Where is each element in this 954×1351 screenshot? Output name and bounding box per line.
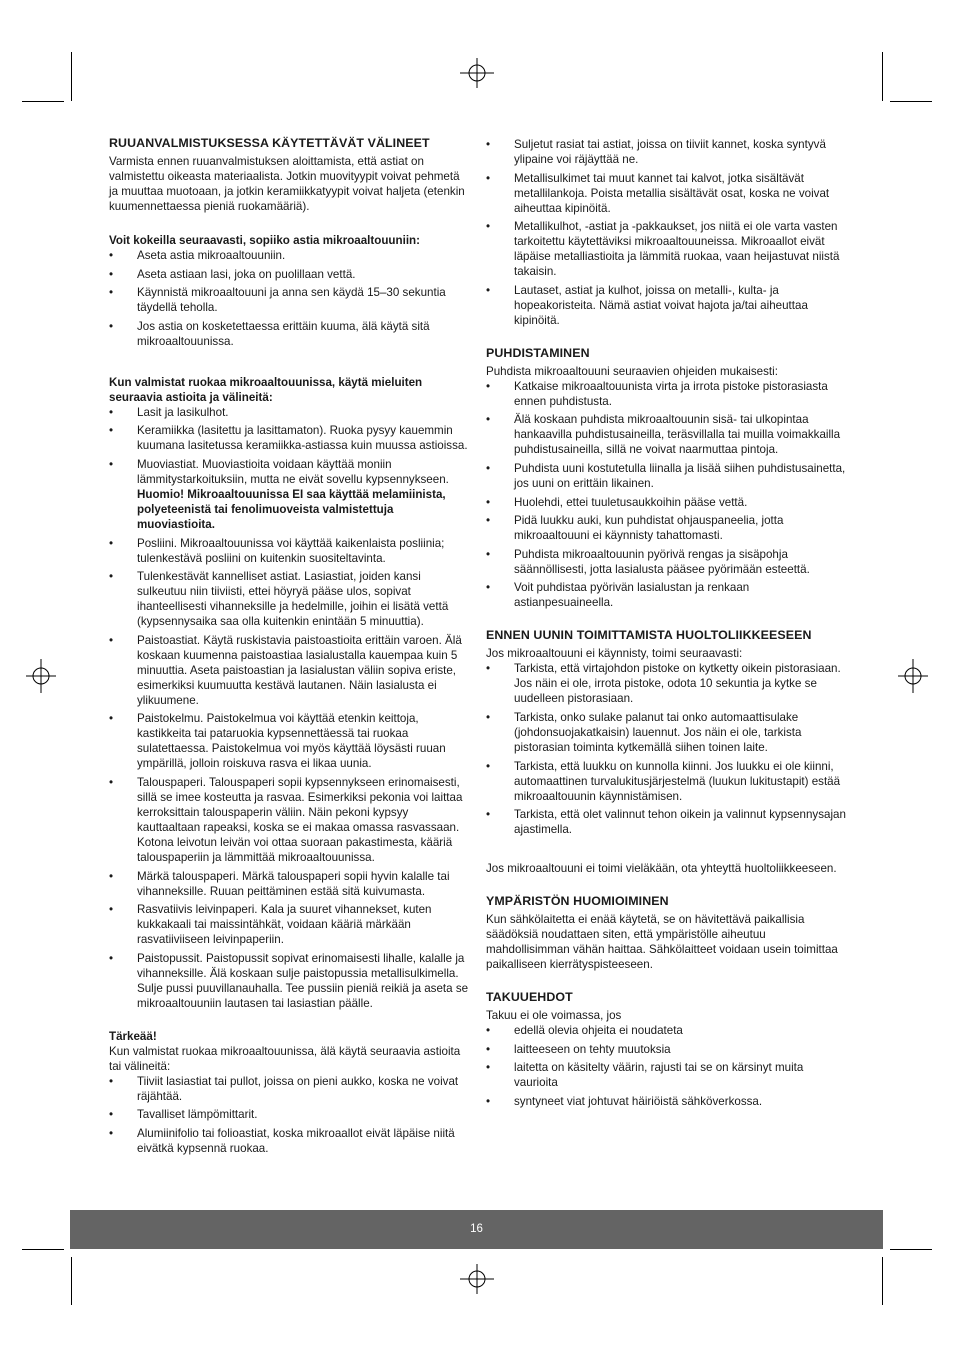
list-item: • Älä koskaan puhdista mikroaaltouunin sisä- tai ulkopintaa hankaavilla puhdistusaineilla, teräsvillalla tai muilla voimakkailla puhdistusaineilla, sillä ne voivat naarmuttaa pintoja. (486, 412, 848, 457)
cleaning-intro: Puhdista mikroaaltouuni seuraavien ohjeiden mukaisesti: (486, 364, 778, 378)
warranty-intro: Takuu ei ole voimassa, jos (486, 1009, 622, 1023)
list-item: • Lautaset, astiat ja kulhot, joissa on metalli-, kulta- ja hopeakoristeita. Nämä astiat voivat hajota ja/tai aiheuttaa kipinöitä. (486, 283, 848, 328)
section-heading-environment: YMPÄRISTÖN HUOMIOIMINEN (486, 894, 669, 909)
list-item (109, 457, 471, 532)
list-item: • Puhdista mikroaaltouunin pyörivä rengas ja sisäpohja säännöllisesti, jotta lasialusta pääsee pyörimään esteettä. (486, 547, 848, 577)
registration-mark-icon (24, 659, 58, 693)
list-item: • Talouspaperi. Talouspaperi sopii kypsennykseen erinomaisesti, sillä se imee kosteutta ja rasvaa. Esimerkiksi pekonia voi laittaa kerroksittain talouspaperin väliin. Näin pekoni kypsyy kauttaaltaan rapeaksi, koska se ei makaa omassa rasvassaan. Kotona leivotun leivän voi ottaa suoraan pakastimesta, kääriä talouspaperiin ja lämmittää mikroaaltouunissa. (109, 775, 471, 865)
list-item: • syntyneet viat johtuvat häiriöistä sähköverkossa. (486, 1094, 848, 1109)
crop-mark (882, 52, 883, 101)
crop-mark (890, 1249, 932, 1250)
list-item: • laitteeseen on tehty muutoksia (486, 1042, 848, 1057)
list-item: • Keramiikka (lasitettu ja lasittamaton). Ruoka pysyy kauemmin kuumana lasitetussa keramiikka-astiassa kuin muussa astioissa. (109, 423, 471, 453)
important-heading: Tärkeää! (109, 1029, 157, 1043)
section-heading-cleaning: PUHDISTAMINEN (486, 345, 590, 360)
test-list (109, 248, 471, 349)
list-item: • Tavalliset lämpömittarit. (109, 1107, 471, 1122)
crop-mark (71, 1257, 72, 1305)
right-column (486, 137, 848, 1113)
service-intro: Jos mikroaaltouuni ei käynnisty, toimi seuraavasti: (486, 647, 743, 661)
crop-mark (882, 1257, 883, 1305)
test-heading: Voit kokeilla seuraavasti, sopiiko astia mikroaaltouuniin: (109, 234, 420, 247)
list-item: • Tarkista, onko sulake palanut tai onko automaattisulake (johdonsuojakatkaisin) lauennut. Jos näin ei ole, tarkista pistorasian toiminta kytkemällä siihen toinen laite. (486, 710, 848, 755)
environment-text: Kun sähkölaitetta ei enää käytetä, se on hävitettävä paikallisia säädöksiä noudattaen siten, että ympäristölle aiheutuu mahdollisimman vähän haittaa. Sähkölaitteet voidaan usein toimittaa paikalliseen kierrätyspisteeseen. (486, 913, 838, 972)
section-heading-warranty: TAKUUEHDOT (486, 990, 573, 1005)
crop-mark (71, 52, 72, 101)
list-item: • Rasvatiivis leivinpaperi. Kala ja suuret vihannekset, kuten kukkakaali tai maissintähkät, voidaan kääriä märkään rasvatiiviiseen leivinpaperiin. (109, 902, 471, 947)
list-item: • Metallisulkimet tai muut kannet tai kalvot, jotka sisältävät metallilankoja. Poista metallia sisältävät osat, koska ne voivat aiheuttaa kipinöitä. (486, 171, 848, 216)
crop-mark (22, 1249, 64, 1250)
list-item: • Tarkista, että luukku on kunnolla kiinni. Jos luukku ei ole kiinni, automaattinen turvalukitusjärjestelmä (luukun lukitustapit) estää mikroaaltouunin käynnistämisen. (486, 759, 848, 804)
use-heading: Kun valmistat ruokaa mikroaaltouunissa, käytä mieluiten seuraavia astioita ja välineitä: (109, 375, 423, 404)
list-item: • Katkaise mikroaaltouunista virta ja irrota pistoke pistorasiasta ennen puhdistusta. (486, 379, 848, 409)
list-item: • Voit puhdistaa pyörivän lasialustan ja renkaan astianpesuaineella. (486, 580, 848, 610)
important-intro: Kun valmistat ruokaa mikroaaltouunissa, älä käytä seuraavia astioita tai välineitä: (109, 1044, 461, 1073)
list-item: • Posliini. Mikroaaltouunissa voi käyttää kaikenlaista posliinia; tulenkestävä posliini on kuitenkin suositeltavinta. (109, 536, 471, 566)
important-list (109, 1074, 471, 1156)
list-item: • Aseta astiaan lasi, joka on puolillaan vettä. (109, 267, 471, 282)
crop-mark (890, 101, 932, 102)
list-item: • Suljetut rasiat tai astiat, joissa on tiiviit kannet, koska syntyvä ylipaine voi räjäyttää ne. (486, 137, 848, 167)
list-item: • Pidä luukku auki, kun puhdistat ohjauspaneelia, jotta mikroaaltouuni ei käynnisty tahattomasti. (486, 513, 848, 543)
registration-mark-icon (460, 56, 494, 90)
intro-paragraph: Varmista ennen ruuanvalmistuksen aloittamista, että astiat on valmistettu oikeasta materiaalista. Jotkin muovityypit voivat pehmetä ja muuttaa muotoaan, ja jotkin keramiikkatyypit voivat haljeta (etenkin kuumennettaessa pieniä ruokamääriä). (109, 155, 465, 213)
service-list (486, 661, 848, 837)
list-item: • Metallikulhot, -astiat ja -pakkaukset, jos niitä ei ole varta vasten tarkoitettu käytettäviksi mikroaaltouuneissa. Mikroaallot eivät läpäise metalliastioita ja lämmitä ruokaa, vaan heijastuvat niistä takaisin. (486, 219, 848, 279)
warranty-list (486, 1023, 848, 1109)
list-item: • Tarkista, että virtajohdon pistoke on kytketty oikein pistorasiaan. Jos näin ei ole, irrota pistoke, odota 10 sekuntia ja kytke se uudelleen pistorasiaan. (486, 661, 848, 706)
list-item-text: Muoviastiat. Muoviastioita voidaan käyttää moniin lämmitystarkoituksiin, mutta ne eivät sovellu kypsennykseen. (137, 457, 449, 486)
list-item: • Huolehdi, ettei tuuletusaukkoihin pääse vettä. (486, 495, 848, 510)
list-item: • Paistopussit. Paistopussit sopivat erinomaisesti lihalle, kalalle ja vihanneksille. Älä koskaan sulje paistopussia metallisulkimella. Sulje pussi puuvillanauhalla. Tee pussiin pieniä reikiä ja aseta se mikroaaltouuniin lautasen tai lasiastian päälle. (109, 951, 471, 1011)
cleaning-list (486, 379, 848, 611)
footer-bar (70, 1210, 883, 1249)
important-list-continued (486, 137, 848, 328)
section-heading-utensils: RUUANVALMISTUKSESSA KÄYTETTÄVÄT VÄLINEET (109, 136, 430, 150)
list-item: • Aseta astia mikroaaltouuniin. (109, 248, 471, 263)
left-column (109, 136, 471, 1160)
list-item: • Puhdista uuni kostutetulla liinalla ja lisää siihen puhdistusainetta, jos uuni on erittäin likainen. (486, 461, 848, 491)
section-heading-service: ENNEN UUNIN TOIMITTAMISTA HUOLTOLIIKKEESEEN (486, 628, 812, 643)
list-item: • laitetta on käsitelty väärin, rajusti tai se on kärsinyt muita vaurioita (486, 1060, 848, 1090)
list-item: • Alumiinifolio tai folioastiat, koska mikroaallot eivät läpäise niitä eivätkä kypsennä ruokaa. (109, 1126, 471, 1156)
list-item: • Paistoastiat. Käytä ruskistavia paistoastioita erittäin varoen. Älä koskaan kuumenna paistoastiaa lasialustalla kauempaa kuin 5 minuuttia. Aseta paistoastian ja lasialustan väliin sopiva eriste, esimerkiksi kuumuutta kestävä lautanen. Näin lasialusta ei ylikuumene. (109, 633, 471, 708)
crop-mark (22, 101, 64, 102)
list-item: • Tulenkestävät kannelliset astiat. Lasiastiat, joiden kansi sulkeutuu niin tiiviisti, ettei höyryä pääse ulos, sopivat ihanteellisesti vihanneksille ja hedelmille, joihin ei lisätä vettä (kypsennysaika saa olla kuitenkin enintään 5 minuuttia). (109, 569, 471, 629)
list-item: • Käynnistä mikroaaltouuni ja anna sen käydä 15–30 sekuntia täydellä teholla. (109, 285, 471, 315)
registration-mark-icon (896, 659, 930, 693)
list-item: • Jos astia on kosketettaessa erittäin kuuma, älä käytä sitä mikroaaltouunissa. (109, 319, 471, 349)
registration-mark-icon (460, 1262, 494, 1296)
service-outro: Jos mikroaaltouuni ei toimi vieläkään, ota yhteyttä huoltoliikkeeseen. (486, 862, 837, 876)
page-number: 16 (470, 1223, 483, 1235)
use-list (109, 405, 471, 1011)
list-item: • Lasit ja lasikulhot. (109, 405, 471, 420)
list-item: • edellä olevia ohjeita ei noudateta (486, 1023, 848, 1038)
list-item: • Paistokelmu. Paistokelmua voi käyttää etenkin keittoja, kastikkeita tai pataruokia kypsennettäessä tai ruokaa sulatettaessa. Paistokelmua voi myös käyttää löysästi ruuan ympärillä, jolloin roiskuva rasva ei likaa uunia. (109, 711, 471, 771)
list-item: • Tarkista, että olet valinnut tehon oikein ja valinnut kypsennysajan ajastimella. (486, 807, 848, 837)
list-item: • Märkä talouspaperi. Märkä talouspaperi sopii hyvin kalalle tai vihanneksille. Ruuan peittäminen estää sitä kuivumasta. (109, 869, 471, 899)
warning-text: Huomio! Mikroaaltouunissa EI saa käyttää melamiinista, polyeteenistä tai fenolimuoveista valmistettuja muoviastioita. (137, 487, 446, 531)
list-item: • Tiiviit lasiastiat tai pullot, joissa on pieni aukko, koska ne voivat räjähtää. (109, 1074, 471, 1104)
